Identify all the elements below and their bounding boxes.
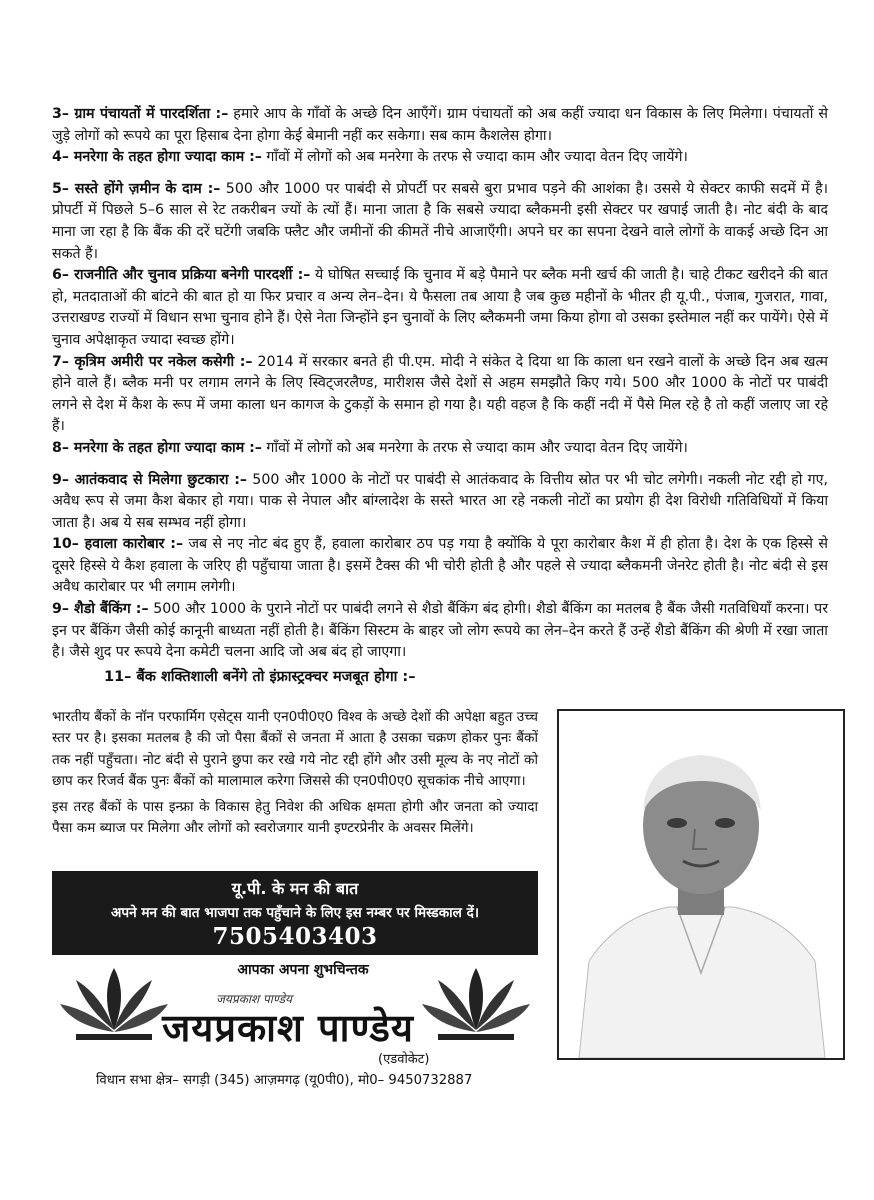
point-9	[52, 470, 828, 535]
point-3	[52, 104, 828, 147]
point-body: 2014 में सरकार बनते ही पी.एम. मोदी ने संकेत दे दिया था कि काला धन रखने वालों के अच्छे दिन अब खत्म होने वाले हैं। ब्लैक मनी पर लगाम लगने के लिए स्विट्जरलैण्ड, मारीशस जैसे देशों से अहम समझौते किए गये। 500 और 1000 के नोटों पर पाबंदी लगने से देश में कैश के रूप में जमा काला धन कागज के टुकड़ों के समान हो गया है। यही वहज है कि कहीं नदी में पैसे मिल रहे है तो कहीं जलाए जा रहे हैं।	[52, 353, 828, 435]
portrait-image	[559, 711, 843, 1058]
point-heading: 9– आतंकवाद से मिलेगा छुटकारा :–	[52, 471, 248, 488]
candidate-name: जयप्रकाश पाण्डेय	[162, 1006, 414, 1050]
point-heading: 9– शैडो बैंकिंग :–	[52, 601, 149, 618]
point-body: हमारे आप के गाँवों के अच्छे दिन आएँगें। ग्राम पंचायतों को अब कहीं ज्यादा धन विकास के लिए मिलेगा। पंचायतों से जुड़े लोगों को रूपये का पूरा हिसाब देना होगा केई बेमानी नहीं कर सकेगा। सब काम कैशलेस होगा।	[52, 106, 828, 144]
point-heading: 4– मनरेगा के तहत होगा ज्यादा काम :–	[52, 149, 262, 166]
point-body: 500 और 1000 के पुराने नोटों पर पाबंदी लगने से शैडो बैंकिंग बंद होगी। शैडो बैंकिंग का मतलब है बैंक जैसी गतविधियाँ करना। पर इन पर बैंकिंग जैसी कोई कानूनी बाध्यता नहीं होती है। बैंकिंग सिस्टम के बाहर जो लोग रूपये का लेन–देन करते हैं उन्हें शैडो बैंकिंग की श्रेणी में रखा जाता है। जैसे शुद पर रूपये देना कमेटी चलना आदि जो अब बंद हो जाएगा।	[52, 601, 829, 661]
point-heading: 7– कृत्रिम अमीरी पर नकेल कसेगी :–	[52, 353, 253, 370]
point-11-body	[52, 707, 538, 839]
candidate-address: विधान सभा क्षेत्र– सगड़ी (345) आज़मगढ़ (यू0पी0), मो0– 9450732887	[96, 1073, 473, 1088]
banner-phone-number: 7505403403	[212, 923, 378, 950]
point-11-para-2: इस तरह बैंकों के पास इन्फ्रा के विकास हेतु निवेश की अधिक क्षमता होगी और जनता को ज्यादा पैसा कम ब्याज पर मिलेगा और लोगों को स्वरोजगार यानी इण्टरप्रेनीर के अवसर मिलेंगे।	[52, 798, 538, 837]
point-11-heading: 11– बैंक शक्तिशाली बनेंगे तो इंफ्रास्ट्रक्चर मजबूत होगा :–	[104, 668, 416, 685]
missed-call-banner	[52, 871, 538, 955]
point-body: 500 और 1000 पर पाबंदी से प्रोपर्टी पर सबसे बुरा प्रभाव पड़ने की आशंका है। उससे ये सेक्टर काफी सदमें में है। प्रोपर्टी में पिछले 5–6 साल से रेट तकरीबन ज्यों के त्यों हैं। माना जाता है कि सबसे ज्यादा ब्लैकमनी इसी सेक्टर पर खपाई जाती है। नोट बंदी के बाद माना जा रहा है कि बैंक की दरें घटेंगी जबकि फ्लैट और जमीनों की कीमतें नीचे आजाएँगी। अपने घर का सपना देखने वाले लोगों के वाकई अच्छे दिन आ सकते हैं।	[52, 180, 828, 262]
point-8	[52, 438, 828, 460]
point-5	[52, 179, 828, 265]
point-heading: 6– राजनीति और चुनाव प्रक्रिया बनेगी पारदर्शी :–	[52, 267, 311, 284]
point-10	[52, 534, 828, 599]
point-heading: 8– मनरेगा के तहत होगा ज्यादा काम :–	[52, 439, 262, 456]
point-7	[52, 352, 828, 438]
banner-title: यू.पी. के मन की बात	[231, 879, 359, 898]
point-6	[52, 265, 828, 351]
signature: जयप्रकाश पाण्डेय	[216, 992, 292, 1006]
point-body: गाँवों में लोगों को अब मनरेगा के तरफ से ज्यादा काम और ज्यादा वेतन दिए जायेंगे।	[261, 439, 688, 456]
point-body: 500 और 1000 के नोटों पर पाबंदी से आतंकवाद के वित्तीय स्रोत पर भी चोट लगेगी। नकली नोट रद्दी हो गए, अवैध रूप से जमा कैश बेकार हो गया। पाक से नेपाल और बांग्लादेश के सस्ते भारत आ रहे नकली नोटों का प्रयोग ही देश विरोधी गतिविधियों में किया जाता है। अब ये सब सम्भव नहीं होगा।	[52, 471, 828, 531]
point-body: गाँवों में लोगों को अब मनरेगा के तरफ से ज्यादा काम और ज्यादा वेतन दिए जायेंगे।	[261, 149, 688, 166]
point-heading: 3– ग्राम पंचायतों में पारदर्शिता :–	[52, 106, 229, 122]
banner-subtitle: अपने मन की बात भाजपा तक पहुँचाने के लिए इस नम्बर पर मिस्डकाल दें।	[111, 905, 479, 921]
point-body: जब से नए नोट बंद हुए हैं, हवाला कारोबार ठप पड़ गया है क्योंकि ये पूरा कारोबार कैश में ही होता है। देश के एक हिस्से से दूसरे हिस्से ये कैश हवाला के जरिए ही पहुँचाया जाता है। इसमें टैक्स की भी चोरी होती है और पहले से ज्यादा ब्लैकमनी जेनरेट होती है। नोट बंदी से इस अवैध कारोबार पर भी लगाम लगेगी।	[52, 536, 828, 596]
well-wisher-label: आपका अपना शुभचिन्तक	[237, 962, 369, 978]
candidate-title: (एडवोकेट)	[378, 1052, 430, 1067]
portrait-photo	[557, 709, 845, 1060]
point-heading: 5– सस्ते होंगे ज़मीन के दाम :–	[52, 180, 221, 197]
article-column	[52, 104, 828, 688]
point-heading: 10– हवाला कारोबार :–	[52, 536, 184, 553]
point-11-para-1: भारतीय बैंकों के नॉन परफार्मिग एसेट्स यानी एन0पी0ए0 विश्व के अच्छे देशों की अपेक्षा बहुत उच्च स्तर पर है। इसका मतलब है की जो पैसा बैंकों से जनता में आता है उसका चक्रण होकर पुनः बैंकों तक नहीं पहुँचता। नोट बंदी से पुराने छुपा कर रखे गये नोट रद्दी होंगे और उसी मूल्य के नए नोटों को छाप कर रिजर्व बैंक पुनः बैंकों को मालामाल करेगा जिससे की एन0पी0ए0 सूचकांक नीचे आएगा।	[52, 709, 538, 790]
point-4	[52, 147, 828, 169]
point-shadow-banking	[52, 599, 828, 664]
point-body: ये घोषित सच्चाई कि चुनाव में बड़े पैमाने पर ब्लैक मनी खर्च की जाती है। चाहे टीकट खरीदने की बात हो, मतदाताओं की बांटने की बात हो या फिर प्रचार व अन्य लेन–देन। ये फैसला तब आया है जब कुछ महीनों के भीतर ही यू.पी., पंजाब, गुजरात, गावा, उत्तराखण्ड राज्यों में विधान सभा चुनाव होने हैं। ऐसे नेता जिन्होंने इन चुनावों के लिए ब्लैकमनी जमा किया होगा वो उसका इस्तेमाल नहीं कर पायेंगे। ऐसे में चुनाव अपेक्षाकृत ज्यादा स्वच्छ होंगे।	[52, 267, 828, 348]
